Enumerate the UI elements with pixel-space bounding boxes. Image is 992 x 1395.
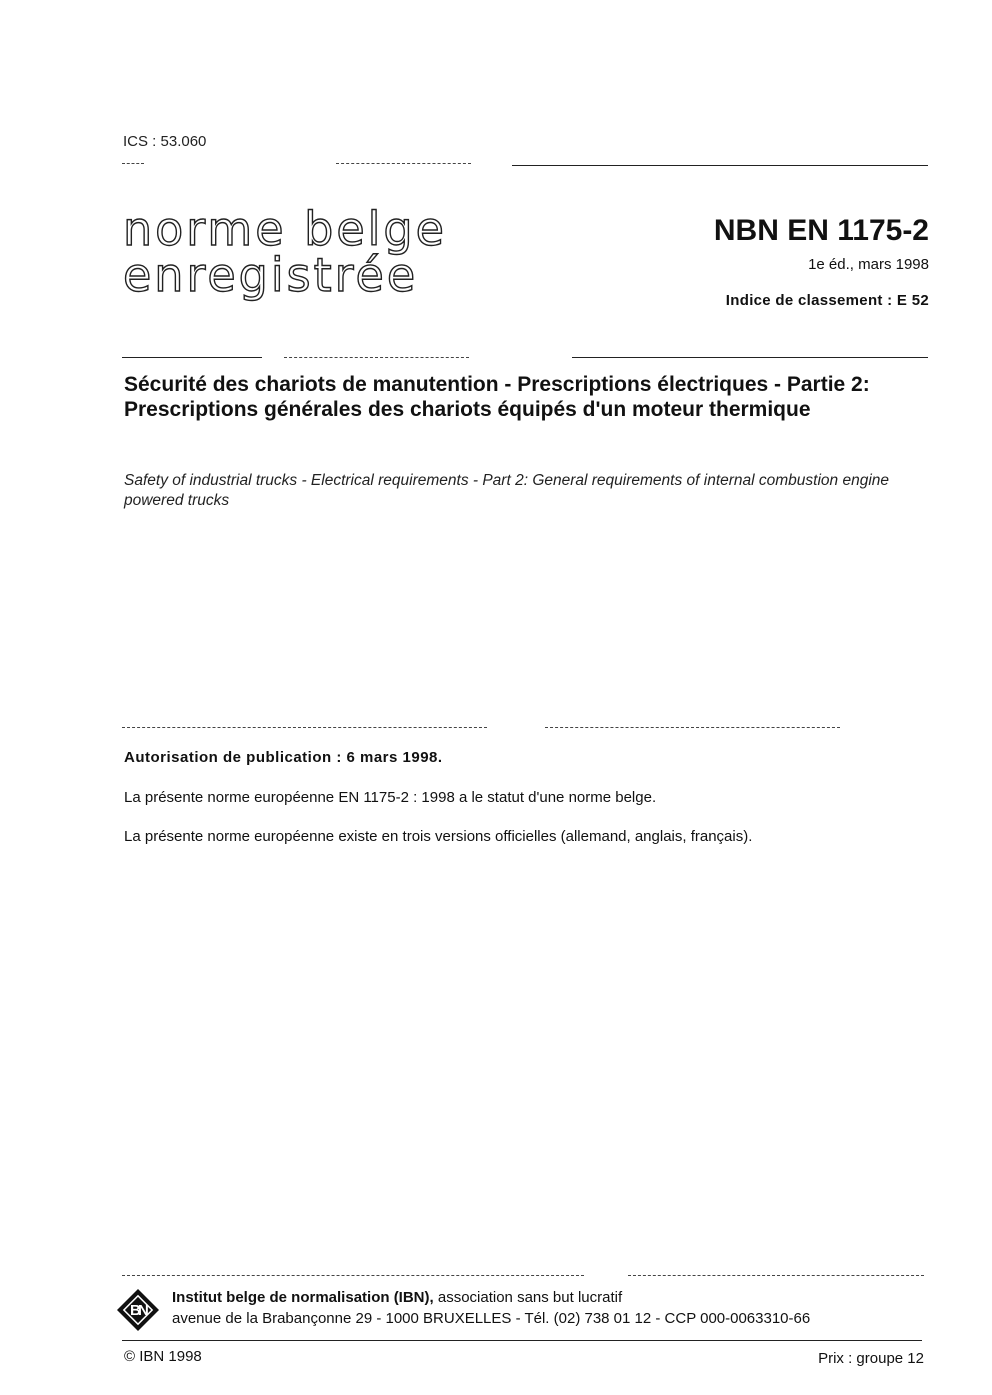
divider <box>122 1275 584 1276</box>
divider <box>122 357 262 358</box>
divider <box>572 357 928 358</box>
standard-code: NBN EN 1175-2 <box>713 214 929 247</box>
classification-index: Indice de classement : E 52 <box>725 292 929 309</box>
svg-text:N: N <box>138 1302 149 1319</box>
divider <box>284 357 469 358</box>
ics-code: ICS : 53.060 <box>123 133 207 150</box>
divider <box>122 163 144 164</box>
publication-authorisation: Autorisation de publication : 6 mars 1998. <box>124 749 443 766</box>
institute-type: association sans but lucratif <box>433 1289 623 1306</box>
title-english: Safety of industrial trucks - Electrical requirements - Part 2: General requirements of internal combustion engine powered trucks <box>124 472 890 509</box>
divider <box>628 1275 924 1276</box>
ibn-logo-icon <box>116 1288 160 1332</box>
divider <box>545 727 840 728</box>
divider <box>336 163 471 164</box>
institute-address: avenue de la Brabançonne 29 - 1000 BRUXELLES - Tél. (02) 738 01 12 - CCP 000-0063310-66 <box>172 1310 811 1327</box>
norme-belge-brand <box>123 202 447 302</box>
status-paragraph: La présente norme européenne EN 1175-2 : 1998 a le statut d'une norme belge. <box>124 789 657 806</box>
institute-name: Institut belge de normalisation (IBN), <box>172 1289 434 1306</box>
svg-text:B: B <box>130 1302 141 1319</box>
brand-line-2: enregistrée <box>123 248 419 302</box>
edition-date: 1e éd., mars 1998 <box>808 256 929 273</box>
divider <box>512 165 928 166</box>
price-group: Prix : groupe 12 <box>818 1350 924 1367</box>
title-french: Sécurité des chariots de manutention - Prescriptions électriques - Partie 2: Prescriptions générales des chariots équipés d'un moteur thermique <box>124 373 870 421</box>
divider <box>122 727 487 728</box>
versions-paragraph: La présente norme européenne existe en trois versions officielles (allemand, anglais, français). <box>124 828 753 845</box>
copyright: © IBN 1998 <box>124 1348 202 1365</box>
divider <box>122 1340 922 1341</box>
institute-line <box>172 1289 622 1306</box>
brand-line-1: norme belge <box>123 202 447 256</box>
